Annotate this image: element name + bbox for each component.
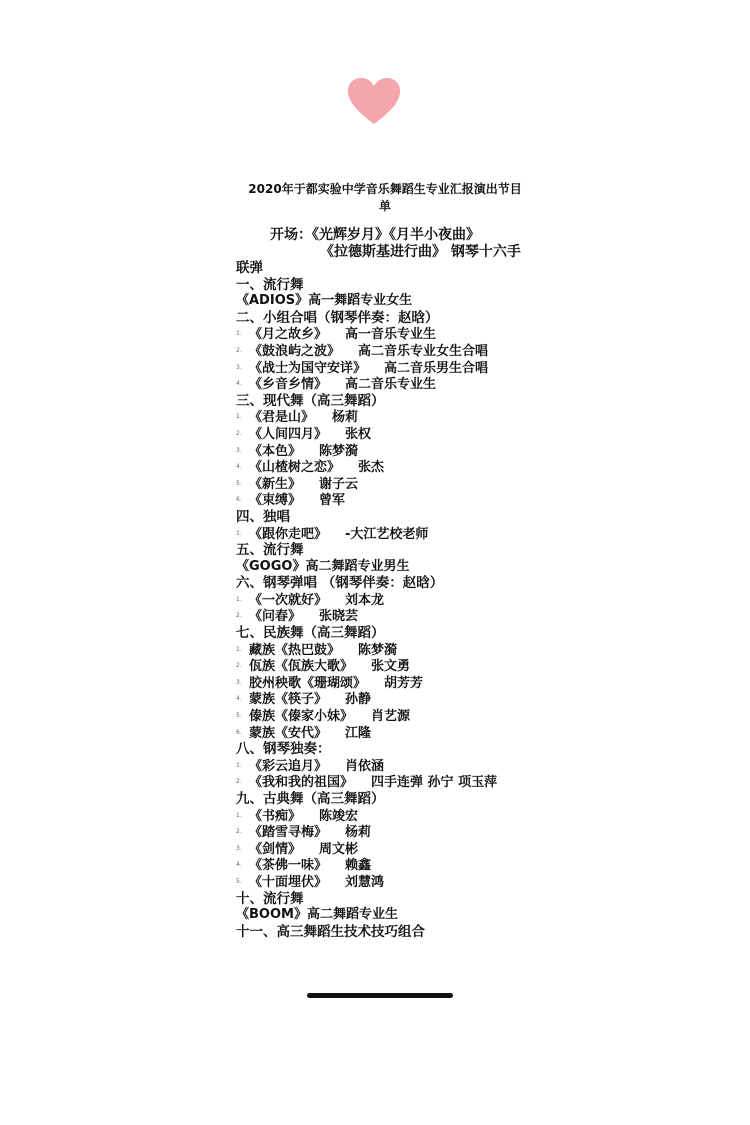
program-list <box>236 260 656 940</box>
item-performer: 刘本龙 <box>345 592 385 608</box>
item-performer: 高二舞蹈专业男生 <box>305 558 410 574</box>
item-title: 《本色》 <box>249 443 302 459</box>
program-item <box>236 725 656 742</box>
item-performer: 陈梦漪 <box>319 443 359 459</box>
program-item <box>236 360 656 377</box>
section-heading: 五、流行舞 <box>236 542 304 559</box>
item-number: 1. <box>236 529 242 537</box>
item-performer: 高二音乐专业女生合唱 <box>358 343 489 359</box>
section-heading: 二、小组合唱（钢琴伴奏：赵晗） <box>236 309 439 326</box>
item-performer: 刘慧鸿 <box>345 874 385 890</box>
item-number: 1. <box>236 811 242 819</box>
section-heading: 十一、高三舞蹈生技术技巧组合 <box>236 923 425 940</box>
item-performer: 陈梦漪 <box>358 642 398 658</box>
item-title: 《BOOM》 <box>236 907 307 923</box>
item-title: 《书痴》 <box>249 808 302 824</box>
section-heading: 六、钢琴弹唱 （钢琴伴奏：赵晗） <box>236 575 444 592</box>
item-number: 1. <box>236 330 242 338</box>
item-performer: 曾军 <box>319 493 346 509</box>
item-title: 《十面埋伏》 <box>249 874 328 890</box>
item-title: 蒙族《安代》 <box>249 725 328 741</box>
program-item <box>236 907 656 924</box>
item-number: 2. <box>236 612 242 620</box>
item-title: 《一次就好》 <box>249 592 328 608</box>
program-item <box>236 691 656 708</box>
title-line-1: 2020年于都实验中学音乐舞蹈生专业汇报演出节目 <box>248 182 522 196</box>
item-number: 2. <box>236 346 242 354</box>
item-performer: 张权 <box>345 426 372 442</box>
item-performer: 肖依涵 <box>345 758 385 774</box>
item-number: 6. <box>236 728 242 736</box>
program-item <box>236 824 656 841</box>
program-item <box>236 675 656 692</box>
item-performer: 肖艺源 <box>371 708 411 724</box>
item-title: 《月之故乡》 <box>249 327 328 343</box>
item-performer: 张晓芸 <box>319 609 359 625</box>
program-item <box>236 293 656 310</box>
item-number: 5. <box>236 479 242 487</box>
program-item <box>236 774 656 791</box>
item-number: 4. <box>236 695 242 703</box>
program-item <box>236 443 656 460</box>
item-performer: 高一音乐专业生 <box>345 327 437 343</box>
section-heading: 四、独唱 <box>236 508 290 525</box>
program-item <box>236 857 656 874</box>
program-item <box>236 841 656 858</box>
program-item <box>236 492 656 509</box>
item-performer: 周文彬 <box>319 841 359 857</box>
program-item <box>236 559 656 576</box>
item-number: 6. <box>236 496 242 504</box>
item-title: 《跟你走吧》 <box>249 526 328 542</box>
opening-line-3: 联弹 <box>236 260 263 276</box>
item-performer: 张杰 <box>358 459 385 475</box>
item-title: 《ADIOS》 <box>236 293 309 309</box>
item-performer: 江隆 <box>345 725 372 741</box>
program-item <box>236 642 656 659</box>
home-indicator[interactable] <box>307 993 453 998</box>
section-heading: 九、古典舞（高三舞蹈） <box>236 791 385 807</box>
section-heading: 七、民族舞（高三舞蹈） <box>236 625 385 642</box>
item-performer: 胡芳芳 <box>384 675 424 691</box>
item-title: 《山楂树之恋》 <box>249 459 341 475</box>
item-performer: 杨莉 <box>345 824 372 840</box>
section-heading: 十、流行舞 <box>236 890 304 907</box>
program-item <box>236 426 656 443</box>
item-title: 《乡音乡情》 <box>249 376 328 392</box>
item-title: 《问春》 <box>249 609 302 625</box>
program-item <box>236 459 656 476</box>
item-performer: -大江艺校老师 <box>345 526 429 542</box>
page-title <box>235 181 535 215</box>
program-item <box>236 409 656 426</box>
item-performer: 赖鑫 <box>345 858 372 874</box>
item-number: 1. <box>236 761 242 769</box>
opening-line-2: 《拉德斯基进行曲》 钢琴十六手 <box>320 244 521 260</box>
item-performer: 杨莉 <box>332 410 359 426</box>
item-performer: 陈竣宏 <box>319 808 359 824</box>
item-number: 2. <box>236 662 242 670</box>
program-item <box>236 758 656 775</box>
section-heading: 一、流行舞 <box>236 276 304 293</box>
item-number: 5. <box>236 712 242 720</box>
opening-line-1: 开场：《光辉岁月》《月半小夜曲》 <box>270 227 480 243</box>
program-item <box>236 874 656 891</box>
item-number: 4. <box>236 380 242 388</box>
item-performer: 高二音乐男生合唱 <box>384 360 489 376</box>
item-performer: 四手连弹 孙宁 项玉萍 <box>371 775 498 791</box>
item-number: 4. <box>236 463 242 471</box>
item-performer: 谢子云 <box>319 476 359 492</box>
item-title: 《人间四月》 <box>249 426 328 442</box>
item-performer: 张文勇 <box>371 659 411 675</box>
item-title: 胶州秧歌《珊瑚颂》 <box>249 675 367 691</box>
item-title: 《战士为国守安详》 <box>249 360 367 376</box>
item-number: 5. <box>236 877 242 885</box>
item-title: 《踏雪寻梅》 <box>249 824 328 840</box>
item-performer: 高二舞蹈专业生 <box>306 907 398 923</box>
item-performer: 孙静 <box>345 692 372 708</box>
item-title: 《剑情》 <box>249 841 302 857</box>
item-title: 《茶佛一味》 <box>249 858 328 874</box>
item-title: 《新生》 <box>249 476 302 492</box>
item-number: 3. <box>236 844 242 852</box>
item-title: 《束缚》 <box>249 493 302 509</box>
item-number: 2. <box>236 429 242 437</box>
item-number: 3. <box>236 678 242 686</box>
item-number: 4. <box>236 861 242 869</box>
item-number: 1. <box>236 595 242 603</box>
section-heading: 八、钢琴独奏： <box>236 741 331 758</box>
program-item <box>236 476 656 493</box>
item-title: 《君是山》 <box>249 410 315 426</box>
program-item <box>236 343 656 360</box>
program-item <box>236 526 656 543</box>
item-number: 3. <box>236 363 242 371</box>
item-title: 《我和我的祖国》 <box>249 775 354 791</box>
item-title: 藏族《热巴鼓》 <box>249 642 341 658</box>
item-number: 1. <box>236 645 242 653</box>
program-item <box>236 658 656 675</box>
item-performer: 高一舞蹈专业女生 <box>308 293 413 309</box>
item-title: 《GOGO》 <box>236 558 306 574</box>
item-number: 2. <box>236 828 242 836</box>
program-item <box>236 808 656 825</box>
item-number: 3. <box>236 446 242 454</box>
item-title: 《鼓浪屿之波》 <box>249 343 341 359</box>
program-item <box>236 376 656 393</box>
title-line-2: 单 <box>378 199 391 213</box>
program-item <box>236 592 656 609</box>
program-item <box>236 326 656 343</box>
program-item <box>236 708 656 725</box>
item-title: 傣族《傣家小妹》 <box>249 708 354 724</box>
item-number: 2. <box>236 778 242 786</box>
section-heading: 三、现代舞（高三舞蹈） <box>236 392 385 409</box>
heart-icon <box>346 76 402 126</box>
item-performer: 高二音乐专业生 <box>345 376 437 392</box>
item-title: 佤族《佤族大歌》 <box>249 659 354 675</box>
item-title: 蒙族《筷子》 <box>249 692 328 708</box>
program-item <box>236 608 656 625</box>
item-number: 1. <box>236 413 242 421</box>
item-title: 《彩云追月》 <box>249 758 328 774</box>
